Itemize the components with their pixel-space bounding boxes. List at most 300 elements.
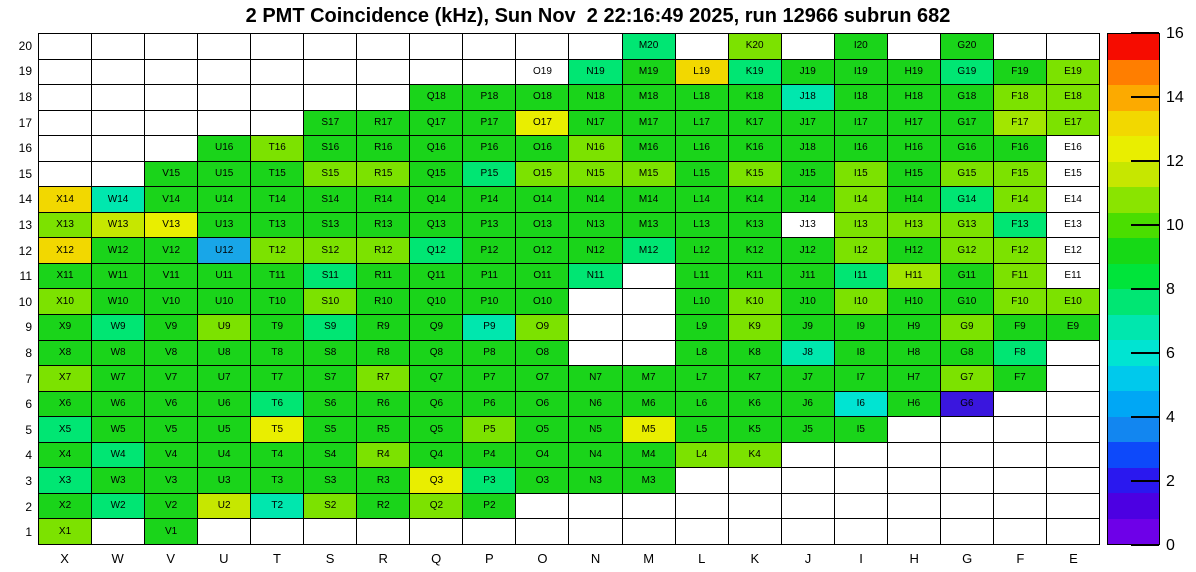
grid-cell: R4	[357, 443, 409, 468]
grid-cell: M20	[623, 34, 675, 59]
grid-cell: F19	[994, 60, 1046, 85]
grid-cell: J6	[782, 392, 834, 417]
grid-cell: P5	[463, 417, 515, 442]
grid-cell	[729, 519, 781, 544]
grid-cell	[1047, 494, 1099, 519]
grid-cell	[410, 60, 462, 85]
grid-cell: P2	[463, 494, 515, 519]
grid-cell	[516, 34, 568, 59]
grid-cell: Q9	[410, 315, 462, 340]
grid-cell: R11	[357, 264, 409, 289]
grid-cell	[676, 494, 728, 519]
grid-cell: U3	[198, 468, 250, 493]
grid-cell: V14	[145, 187, 197, 212]
grid-cell	[782, 494, 834, 519]
grid-cell: L4	[676, 443, 728, 468]
grid-cell: I20	[835, 34, 887, 59]
grid-cell: X13	[39, 213, 91, 238]
grid-cell	[1047, 519, 1099, 544]
grid-cell	[357, 60, 409, 85]
grid-cell: P6	[463, 392, 515, 417]
colorbar-tick-value: 16	[1166, 25, 1184, 42]
grid-cell	[145, 111, 197, 136]
grid-cell: W11	[92, 264, 144, 289]
grid-cell: E10	[1047, 289, 1099, 314]
grid-cell	[1047, 392, 1099, 417]
grid-cell	[145, 34, 197, 59]
grid-cell: G11	[941, 264, 993, 289]
grid-cell: M17	[623, 111, 675, 136]
grid-cell: T11	[251, 264, 303, 289]
grid-cell: K4	[729, 443, 781, 468]
grid-cell: K16	[729, 136, 781, 161]
y-axis-tick-label: 13	[18, 218, 32, 232]
colorbar-tick-value: 2	[1166, 473, 1175, 490]
grid-cell: J19	[782, 60, 834, 85]
grid-cell: P10	[463, 289, 515, 314]
grid-cell: O7	[516, 366, 568, 391]
grid-cell: M5	[623, 417, 675, 442]
grid-cell	[888, 443, 940, 468]
grid-cell	[835, 494, 887, 519]
grid-cell	[782, 519, 834, 544]
grid-cell: Q11	[410, 264, 462, 289]
grid-cell: R2	[357, 494, 409, 519]
grid-cell: J15	[782, 162, 834, 187]
grid-cell	[888, 519, 940, 544]
grid-cell: T16	[251, 136, 303, 161]
x-axis-tick-label: M	[643, 551, 655, 566]
x-axis-tick-label: W	[111, 551, 124, 566]
grid-cell: R8	[357, 341, 409, 366]
colorbar-tick	[1131, 352, 1159, 354]
grid-cell: U10	[198, 289, 250, 314]
grid-cell: N13	[569, 213, 621, 238]
grid-cell	[1047, 417, 1099, 442]
grid-cell: U16	[198, 136, 250, 161]
colorbar-band	[1108, 162, 1159, 188]
grid-cell: J9	[782, 315, 834, 340]
grid-cell: J18	[782, 85, 834, 110]
grid-cell	[835, 519, 887, 544]
grid-cell: V8	[145, 341, 197, 366]
grid-cell: K15	[729, 162, 781, 187]
grid-cell: I10	[835, 289, 887, 314]
grid-cell	[941, 494, 993, 519]
grid-cell	[994, 519, 1046, 544]
grid-cell	[994, 392, 1046, 417]
grid-cell: F14	[994, 187, 1046, 212]
grid-cell: N17	[569, 111, 621, 136]
grid-cell: X5	[39, 417, 91, 442]
colorbar-band	[1108, 417, 1159, 443]
grid-cell: T6	[251, 392, 303, 417]
grid-cell: S14	[304, 187, 356, 212]
grid-cell: N6	[569, 392, 621, 417]
grid-cell: F18	[994, 85, 1046, 110]
grid-cell: Q7	[410, 366, 462, 391]
grid-cell: T15	[251, 162, 303, 187]
grid-cell: I16	[835, 136, 887, 161]
grid-cell: E16	[1047, 136, 1099, 161]
grid-cell: S13	[304, 213, 356, 238]
grid-cell: T7	[251, 366, 303, 391]
grid-cell: J13	[782, 213, 834, 238]
grid-cell: M12	[623, 238, 675, 263]
colorbar-tick	[1131, 416, 1159, 418]
x-axis-tick-label: E	[1069, 551, 1078, 566]
grid-cell	[941, 468, 993, 493]
grid-cell: V5	[145, 417, 197, 442]
grid-cell: O17	[516, 111, 568, 136]
grid-cell	[569, 34, 621, 59]
x-axis-tick-label: G	[962, 551, 973, 566]
grid-cell	[304, 85, 356, 110]
grid-cell: X2	[39, 494, 91, 519]
grid-cell: G7	[941, 366, 993, 391]
colorbar-tick	[1131, 96, 1159, 98]
x-axis-tick-label: N	[590, 551, 601, 566]
y-axis-tick-label: 2	[25, 499, 32, 514]
y-axis-tick-label: 5	[25, 422, 32, 437]
y-axis-tick-label: 1	[25, 525, 32, 540]
grid-cell: O11	[516, 264, 568, 289]
colorbar-band	[1108, 289, 1159, 315]
grid-cell: P4	[463, 443, 515, 468]
grid-cell: M7	[623, 366, 675, 391]
grid-cell: G14	[941, 187, 993, 212]
grid-cell: K14	[729, 187, 781, 212]
grid-cell: R15	[357, 162, 409, 187]
grid-cell: P15	[463, 162, 515, 187]
grid-cell: R3	[357, 468, 409, 493]
grid-cell	[357, 85, 409, 110]
grid-cell: O3	[516, 468, 568, 493]
grid-cell: P8	[463, 341, 515, 366]
grid-cell: J7	[782, 366, 834, 391]
x-axis-tick-label: L	[698, 551, 706, 566]
grid-cell: X7	[39, 366, 91, 391]
grid-cell: R12	[357, 238, 409, 263]
grid-cell: K11	[729, 264, 781, 289]
colorbar-tick	[1131, 480, 1159, 482]
grid-cell	[1047, 34, 1099, 59]
heatmap-grid	[38, 33, 1100, 545]
grid-cell: H15	[888, 162, 940, 187]
grid-cell: Q3	[410, 468, 462, 493]
grid-cell: O13	[516, 213, 568, 238]
grid-cell: I13	[835, 213, 887, 238]
grid-cell: U5	[198, 417, 250, 442]
grid-cell: G9	[941, 315, 993, 340]
grid-cell: V2	[145, 494, 197, 519]
y-axis-tick-label: 7	[25, 371, 32, 386]
grid-cell: K19	[729, 60, 781, 85]
grid-cell: T12	[251, 238, 303, 263]
grid-cell: R13	[357, 213, 409, 238]
y-axis-tick-label: 16	[18, 141, 32, 156]
grid-cell: N7	[569, 366, 621, 391]
grid-cell: U2	[198, 494, 250, 519]
grid-cell: S2	[304, 494, 356, 519]
grid-cell	[39, 111, 91, 136]
grid-cell: Q17	[410, 111, 462, 136]
grid-cell: W7	[92, 366, 144, 391]
colorbar-band	[1108, 366, 1159, 392]
grid-cell: R7	[357, 366, 409, 391]
grid-cell: S16	[304, 136, 356, 161]
grid-cell	[516, 494, 568, 519]
grid-cell: J11	[782, 264, 834, 289]
colorbar-tick-value: 14	[1166, 89, 1184, 106]
grid-cell: H17	[888, 111, 940, 136]
grid-cell: T9	[251, 315, 303, 340]
grid-cell: E11	[1047, 264, 1099, 289]
grid-cell: F9	[994, 315, 1046, 340]
grid-cell: G12	[941, 238, 993, 263]
grid-cell: K13	[729, 213, 781, 238]
colorbar-tick-value: 6	[1166, 345, 1175, 362]
grid-cell: L13	[676, 213, 728, 238]
grid-cell: O15	[516, 162, 568, 187]
grid-cell: U11	[198, 264, 250, 289]
grid-cell: Q6	[410, 392, 462, 417]
grid-cell: F7	[994, 366, 1046, 391]
grid-cell: K6	[729, 392, 781, 417]
grid-cell: L7	[676, 366, 728, 391]
grid-cell	[39, 85, 91, 110]
grid-cell	[569, 315, 621, 340]
grid-cell	[623, 264, 675, 289]
y-axis-tick-label: 18	[18, 90, 32, 104]
grid-cell: V3	[145, 468, 197, 493]
grid-cell	[251, 519, 303, 544]
grid-cell: J5	[782, 417, 834, 442]
grid-cell: V12	[145, 238, 197, 263]
grid-cell	[39, 34, 91, 59]
grid-cell: M4	[623, 443, 675, 468]
grid-cell: K10	[729, 289, 781, 314]
grid-cell: H11	[888, 264, 940, 289]
grid-cell: E19	[1047, 60, 1099, 85]
grid-cell: I17	[835, 111, 887, 136]
grid-cell: V10	[145, 289, 197, 314]
colorbar-tick	[1131, 224, 1159, 226]
grid-cell: X1	[39, 519, 91, 544]
grid-cell: U8	[198, 341, 250, 366]
grid-cell	[39, 136, 91, 161]
grid-cell: Q14	[410, 187, 462, 212]
grid-cell	[1047, 341, 1099, 366]
colorbar-band	[1108, 60, 1159, 86]
grid-cell	[92, 60, 144, 85]
grid-cell: I19	[835, 60, 887, 85]
grid-cell	[623, 315, 675, 340]
grid-cell: T2	[251, 494, 303, 519]
grid-cell: E17	[1047, 111, 1099, 136]
grid-cell: N3	[569, 468, 621, 493]
grid-cell: I15	[835, 162, 887, 187]
grid-cell: I12	[835, 238, 887, 263]
grid-cell: L9	[676, 315, 728, 340]
grid-cell: Q2	[410, 494, 462, 519]
grid-cell: L11	[676, 264, 728, 289]
grid-cell: U15	[198, 162, 250, 187]
grid-cell: Q12	[410, 238, 462, 263]
grid-cell: Q10	[410, 289, 462, 314]
grid-cell	[198, 519, 250, 544]
x-axis-tick-label: H	[909, 551, 919, 566]
grid-cell: S15	[304, 162, 356, 187]
x-axis-tick-label: P	[485, 551, 494, 566]
grid-cell	[941, 417, 993, 442]
grid-cell: S11	[304, 264, 356, 289]
grid-cell: Q15	[410, 162, 462, 187]
grid-cell: K7	[729, 366, 781, 391]
grid-cell: P14	[463, 187, 515, 212]
grid-cell	[994, 494, 1046, 519]
grid-cell: S4	[304, 443, 356, 468]
grid-cell: H6	[888, 392, 940, 417]
grid-cell	[198, 111, 250, 136]
colorbar-band	[1108, 493, 1159, 519]
grid-cell: N11	[569, 264, 621, 289]
grid-cell: P7	[463, 366, 515, 391]
grid-cell: L18	[676, 85, 728, 110]
grid-cell	[782, 34, 834, 59]
grid-cell: W12	[92, 238, 144, 263]
grid-cell: M3	[623, 468, 675, 493]
grid-cell	[888, 468, 940, 493]
grid-cell	[623, 519, 675, 544]
grid-cell: L5	[676, 417, 728, 442]
grid-cell	[994, 468, 1046, 493]
grid-cell	[251, 34, 303, 59]
grid-cell: I9	[835, 315, 887, 340]
grid-cell: S3	[304, 468, 356, 493]
grid-cell: S7	[304, 366, 356, 391]
y-axis-tick-label: 6	[25, 397, 32, 412]
grid-cell: W10	[92, 289, 144, 314]
grid-cell: U14	[198, 187, 250, 212]
x-axis-tick-label: V	[166, 551, 176, 566]
grid-cell: M18	[623, 85, 675, 110]
grid-cell: X3	[39, 468, 91, 493]
grid-cell: H18	[888, 85, 940, 110]
grid-cell: N18	[569, 85, 621, 110]
x-axis-tick-label: I	[859, 551, 863, 566]
grid-cell	[198, 34, 250, 59]
grid-cell: V1	[145, 519, 197, 544]
grid-cell: H16	[888, 136, 940, 161]
grid-cell: N15	[569, 162, 621, 187]
grid-cell: R6	[357, 392, 409, 417]
grid-cell: F10	[994, 289, 1046, 314]
grid-cell	[835, 468, 887, 493]
grid-cell	[357, 34, 409, 59]
grid-cell: O8	[516, 341, 568, 366]
grid-cell: W14	[92, 187, 144, 212]
grid-cell: W2	[92, 494, 144, 519]
grid-cell	[835, 443, 887, 468]
colorbar-tick-value: 0	[1166, 537, 1175, 554]
colorbar-band	[1108, 264, 1159, 290]
grid-cell: S8	[304, 341, 356, 366]
x-axis-tick-label: R	[378, 551, 388, 566]
x-axis-tick-label: T	[272, 551, 281, 566]
grid-cell: I11	[835, 264, 887, 289]
grid-cell: G13	[941, 213, 993, 238]
grid-cell: W9	[92, 315, 144, 340]
grid-cell: I8	[835, 341, 887, 366]
grid-cell	[782, 468, 834, 493]
grid-cell: S5	[304, 417, 356, 442]
colorbar-band	[1108, 187, 1159, 213]
grid-cell: N4	[569, 443, 621, 468]
x-axis-tick-label: O	[537, 551, 548, 566]
grid-cell: L17	[676, 111, 728, 136]
grid-cell: J17	[782, 111, 834, 136]
grid-cell: F17	[994, 111, 1046, 136]
colorbar-tick	[1131, 544, 1159, 546]
grid-cell: G16	[941, 136, 993, 161]
grid-cell: V15	[145, 162, 197, 187]
grid-cell: X8	[39, 341, 91, 366]
grid-cell	[676, 468, 728, 493]
grid-cell: T8	[251, 341, 303, 366]
grid-cell: O5	[516, 417, 568, 442]
grid-cell: H9	[888, 315, 940, 340]
grid-cell: M13	[623, 213, 675, 238]
x-axis-tick-label: S	[325, 551, 335, 566]
grid-cell: N5	[569, 417, 621, 442]
grid-cell: W8	[92, 341, 144, 366]
x-axis-tick-label: X	[60, 551, 69, 566]
colorbar-tick	[1131, 160, 1159, 162]
grid-cell: P18	[463, 85, 515, 110]
grid-cell: X10	[39, 289, 91, 314]
colorbar-band	[1108, 111, 1159, 137]
colorbar-tick-value: 10	[1166, 217, 1184, 234]
grid-cell	[1047, 366, 1099, 391]
grid-cell: P17	[463, 111, 515, 136]
grid-cell: E12	[1047, 238, 1099, 263]
grid-cell	[782, 443, 834, 468]
x-axis-tick-label: F	[1016, 551, 1025, 566]
grid-cell: K18	[729, 85, 781, 110]
grid-cell: O4	[516, 443, 568, 468]
grid-cell	[569, 341, 621, 366]
grid-cell: G18	[941, 85, 993, 110]
grid-cell: G8	[941, 341, 993, 366]
grid-cell	[357, 519, 409, 544]
y-axis-tick-label: 15	[18, 166, 32, 181]
grid-cell: H19	[888, 60, 940, 85]
grid-cell	[39, 162, 91, 187]
grid-cell	[145, 136, 197, 161]
grid-cell: O12	[516, 238, 568, 263]
grid-cell: G19	[941, 60, 993, 85]
grid-cell: W6	[92, 392, 144, 417]
grid-cell: O10	[516, 289, 568, 314]
grid-cell	[92, 85, 144, 110]
grid-cell: Q4	[410, 443, 462, 468]
y-axis-tick-label: 12	[18, 243, 32, 258]
grid-cell: T5	[251, 417, 303, 442]
grid-cell: F11	[994, 264, 1046, 289]
y-axis-tick-label: 14	[18, 192, 32, 207]
grid-cell: W13	[92, 213, 144, 238]
